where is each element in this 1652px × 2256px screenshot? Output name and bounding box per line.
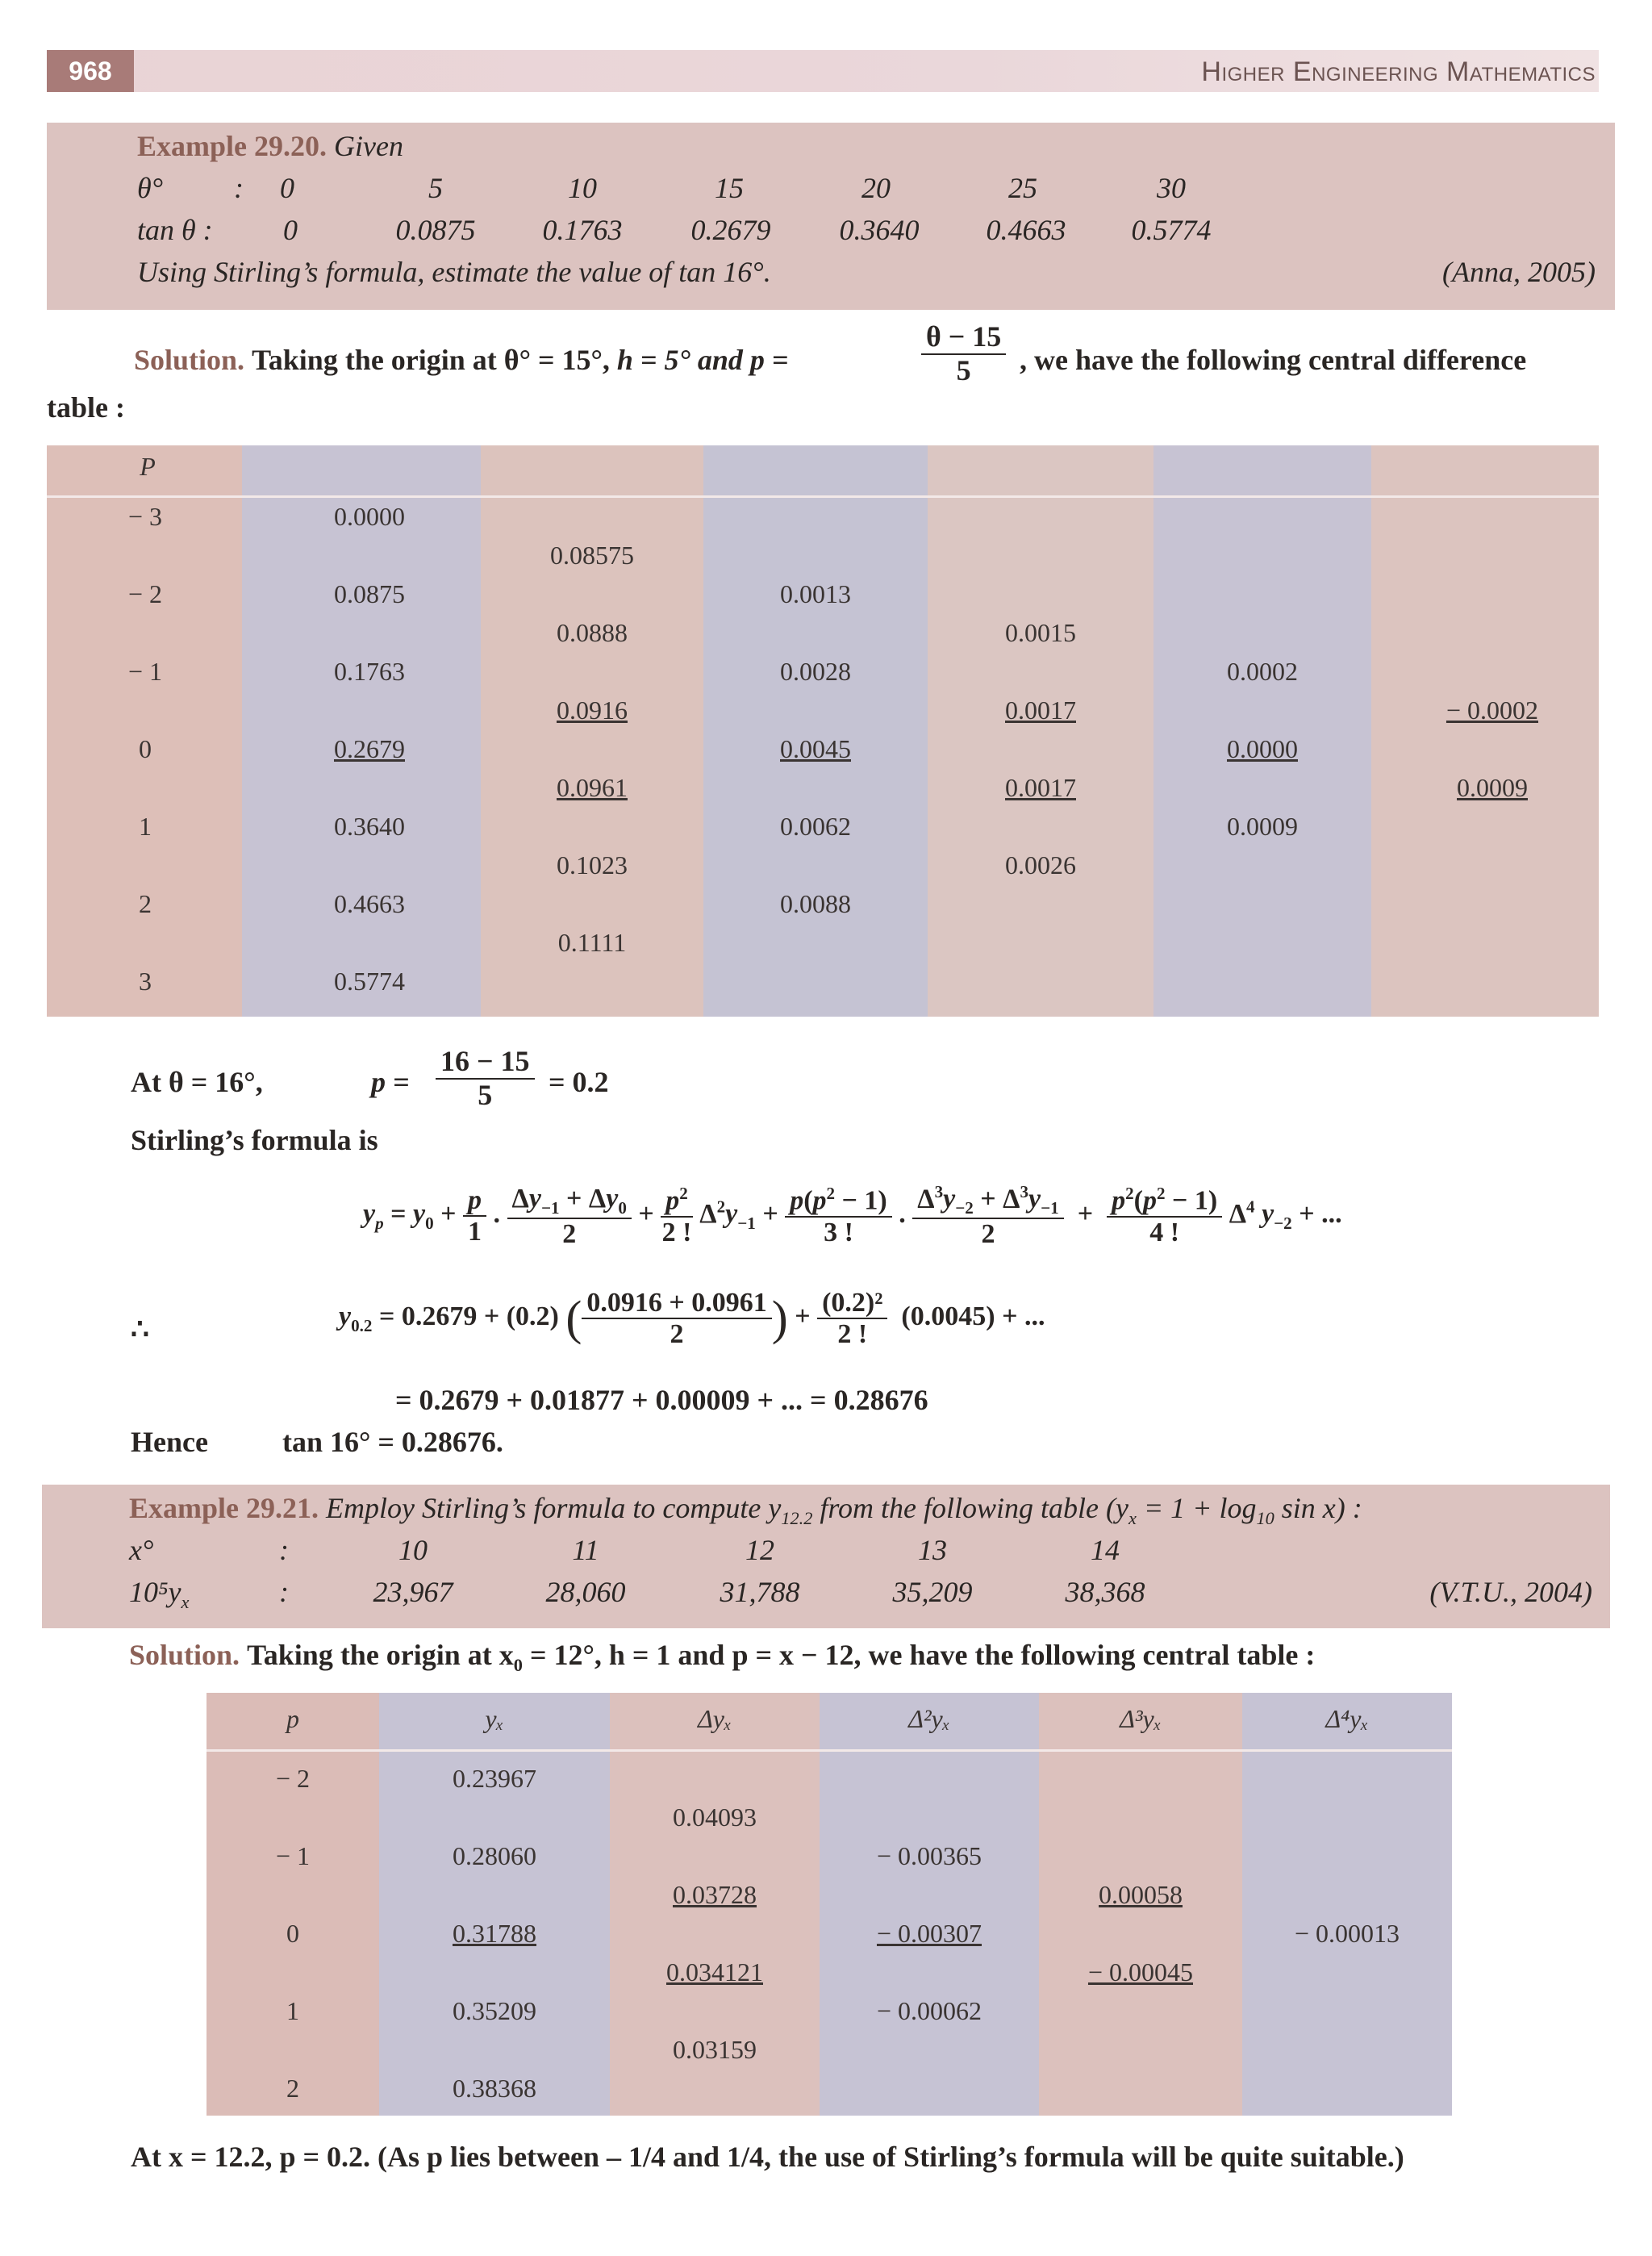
y-value: 38,368 (1065, 1576, 1145, 1608)
page-number: 968 (47, 50, 134, 92)
footer-text: At x = 12.2, p = 0.2. (As p lies between – 1/4 and 1/4, the use of Stirling’s formula will be quite suitable.) (131, 2141, 1404, 2173)
tan-value: 0 (283, 214, 298, 246)
example-label: Example 29.20. (137, 130, 327, 162)
y-row-colon: : (279, 1576, 289, 1608)
table2-cell: − 0.00062 (876, 1996, 982, 2025)
theta-value: 5 (428, 172, 443, 204)
table1-cell: 0.3640 (334, 812, 405, 841)
table2-cell: 0.31788 (453, 1919, 536, 1948)
table1-column (703, 445, 928, 1017)
table2-p-value: 0 (286, 1919, 299, 1948)
table1-column (1371, 445, 1599, 1017)
table1-cell: 0.1023 (557, 850, 628, 879)
table1-cell: 0.0888 (557, 618, 628, 647)
table2-cell: − 0.00013 (1294, 1919, 1400, 1948)
solution2-line: Solution. Taking the origin at $x_0 = 12^\circ$, h = 1 and p = x − 12, we have the following central table : (129, 1639, 1316, 1676)
table1-cell: 0.0062 (780, 812, 851, 841)
table2-p-value: − 1 (275, 1841, 311, 1870)
y02-result: = 0.2679 + 0.01877 + 0.00009 + ... = 0.28676 (395, 1384, 928, 1416)
table1-cell: 0.0026 (1005, 850, 1076, 879)
table1-cell: 0.0009 (1227, 812, 1298, 841)
y-value: 23,967 (373, 1576, 453, 1608)
table1-cell: 0.1763 (334, 657, 405, 686)
p-eq-label: p = (371, 1066, 410, 1098)
table2-column (1242, 1693, 1452, 2116)
solution1-fraction (921, 321, 1006, 386)
table1-cell: 0.0002 (1227, 657, 1298, 686)
x-value: 11 (572, 1534, 599, 1566)
table1-cell: 0.2679 (334, 734, 405, 763)
solution1-text-c: table : (47, 391, 125, 424)
table2-cell: 0.03728 (673, 1880, 757, 1909)
tan-row-label: tan θ : (137, 214, 213, 246)
tan-value: 0.3640 (839, 214, 920, 246)
table1-p-value: − 1 (127, 657, 163, 686)
theta-value: 30 (1157, 172, 1186, 204)
p-fraction: $\frac{16 - 15}{5}$ (436, 1046, 535, 1111)
table2-cell: 0.23967 (453, 1764, 536, 1793)
table2-header: yₓ (485, 1704, 504, 1733)
table2-cell: 0.00058 (1099, 1880, 1183, 1909)
table2-cell: 0.03159 (673, 2035, 757, 2064)
table2-cell: − 0.00045 (1087, 1957, 1194, 1987)
book-title: Higher Engineering Mathematics (1201, 56, 1596, 87)
table2-cell: 0.034121 (666, 1957, 763, 1987)
table2-column (379, 1693, 610, 2116)
x-value: 14 (1091, 1534, 1120, 1566)
table2-header: Δyₓ (697, 1704, 732, 1733)
example1-task: Using Stirling’s formula, estimate the value of tan 16°. (137, 256, 771, 288)
y-value: 31,788 (720, 1576, 800, 1608)
table1-cell: − 0.0002 (1446, 696, 1539, 725)
solution1-h: h = 5° and (616, 344, 743, 376)
stirling-formula: $y_p = y_0$ + $\frac{p}{1}$ . $\frac{\Delta y_{-1} + \Delta y_0}{2}$ + $\frac{p^2}{2 !}$ $\Delta^2y_{-1}$ + $\frac{p(p^2 - 1)}{3 !}$ . $\frac{\Delta^3y_{-2} + \Delta^3y_{-1}}{2}$ + $\frac{p^2(p^2 - 1)}{4 !}$ $\Delta^4$ $y_{-2}$ + ... (363, 1182, 1342, 1250)
table1-p-value: 1 (139, 812, 152, 841)
frac-den: 5 (956, 353, 971, 386)
table2-header-rule (206, 1749, 1452, 1752)
x-row-label: x° (129, 1534, 154, 1566)
solution1-text-b: , we have the following central difference (1020, 344, 1527, 376)
table2-cell: 0.04093 (673, 1803, 757, 1832)
theta-row-colon: : (234, 172, 244, 204)
tan-value: 0.0875 (395, 214, 476, 246)
table1-cell: 0.0028 (780, 657, 851, 686)
table2-cell: 0.28060 (453, 1841, 536, 1870)
table1-p-value: 0 (139, 734, 152, 763)
table1-cell: 0.0017 (1005, 773, 1076, 802)
table2-header: p (286, 1704, 299, 1733)
at-theta-16: At θ = 16°, (131, 1066, 263, 1098)
table1-cell: 0.4663 (334, 889, 405, 918)
table1-column (1153, 445, 1371, 1017)
table1-header-rule (47, 495, 1599, 498)
y-value: 35,209 (892, 1576, 973, 1608)
solution1-line (134, 343, 788, 377)
y-value: 28,060 (545, 1576, 626, 1608)
table1-cell: 0.0961 (557, 773, 628, 802)
theta-value: 25 (1008, 172, 1037, 204)
hence-label: Hence (131, 1426, 208, 1458)
table1-p-header: P (140, 452, 156, 481)
table2-p-value: 2 (286, 2074, 299, 2103)
p-value: = 0.2 (549, 1066, 609, 1098)
stirling-label: Stirling’s formula is (131, 1124, 378, 1156)
table2-header: Δ³yₓ (1120, 1704, 1162, 1733)
tan-value: 0.4663 (986, 214, 1066, 246)
solution-label: Solution. (134, 344, 245, 376)
table2-p-value: 1 (286, 1996, 299, 2025)
hence-result: tan 16° = 0.28676. (282, 1426, 503, 1458)
example1-source: (Anna, 2005) (1442, 256, 1596, 288)
table1-cell: 0.0000 (1227, 734, 1298, 763)
tan-value: 0.5774 (1131, 214, 1212, 246)
y-row-label: $10^5y_x$ (129, 1576, 190, 1613)
example2-heading: Example 29.21. Employ Stirling’s formula to compute $y_{12.2}$ from the following table $(y_x = 1 + \log_{10} \sin x)$ : (129, 1492, 1362, 1529)
table1-p-value: − 3 (127, 502, 163, 531)
table1-p-value: 2 (139, 889, 152, 918)
table2-cell: 0.35209 (453, 1996, 536, 2025)
frac-num: θ − 15 (921, 321, 1006, 355)
theta-value: 0 (280, 172, 294, 204)
table2-p-value: − 2 (275, 1764, 311, 1793)
table1-cell: 0.0015 (1005, 618, 1076, 647)
x-value: 10 (398, 1534, 428, 1566)
table2-cell: − 0.00365 (876, 1841, 982, 1870)
theta-value: 20 (861, 172, 891, 204)
theta-value: 15 (715, 172, 744, 204)
y02-line: $y_{0.2} = 0.2679 + (0.2)$ ( $\frac{0.0916 + 0.0961}{2}$ ) + $\frac{\text{(0.2)²}}{2 !}$ (0.0045) + ... (339, 1288, 1045, 1350)
table1-cell: 0.1111 (557, 928, 627, 957)
table2-header: Δ⁴yₓ (1325, 1704, 1369, 1733)
x-row-colon: : (279, 1534, 289, 1566)
solution1-text-a: Taking the origin at θ° = 15°, (252, 344, 610, 376)
table1-cell: 0.0875 (334, 579, 405, 608)
table1-cell: 0.08575 (550, 541, 634, 570)
table1-cell: 0.5774 (334, 967, 405, 996)
theta-row-label: θ° (137, 172, 164, 204)
table1-cell: 0.0045 (780, 734, 851, 763)
table2-cell: 0.38368 (453, 2074, 536, 2103)
solution1-p-eq: p = (749, 344, 789, 376)
tan-value: 0.1763 (542, 214, 623, 246)
table1-cell: 0.0009 (1457, 773, 1528, 802)
therefore-symbol: ∴ (131, 1313, 149, 1345)
given-text: Given (334, 130, 403, 162)
table1-cell: 0.0916 (557, 696, 628, 725)
example2-source: (V.T.U., 2004) (1429, 1576, 1592, 1608)
table2-column (820, 1693, 1039, 2116)
table1-p-value: − 2 (127, 579, 163, 608)
x-value: 12 (745, 1534, 774, 1566)
table1-cell: 0.0013 (780, 579, 851, 608)
theta-value: 10 (568, 172, 597, 204)
example-heading-1 (137, 129, 403, 163)
table2-cell: − 0.00307 (876, 1919, 982, 1948)
table2-header: Δ²yₓ (908, 1704, 950, 1733)
table1-cell: 0.0017 (1005, 696, 1076, 725)
table1-cell: 0.0000 (334, 502, 405, 531)
table1-column (928, 445, 1153, 1017)
table2-column (206, 1693, 379, 2116)
table1-cell: 0.0088 (780, 889, 851, 918)
tan-value: 0.2679 (690, 214, 771, 246)
x-value: 13 (918, 1534, 947, 1566)
table1-p-value: 3 (139, 967, 152, 996)
